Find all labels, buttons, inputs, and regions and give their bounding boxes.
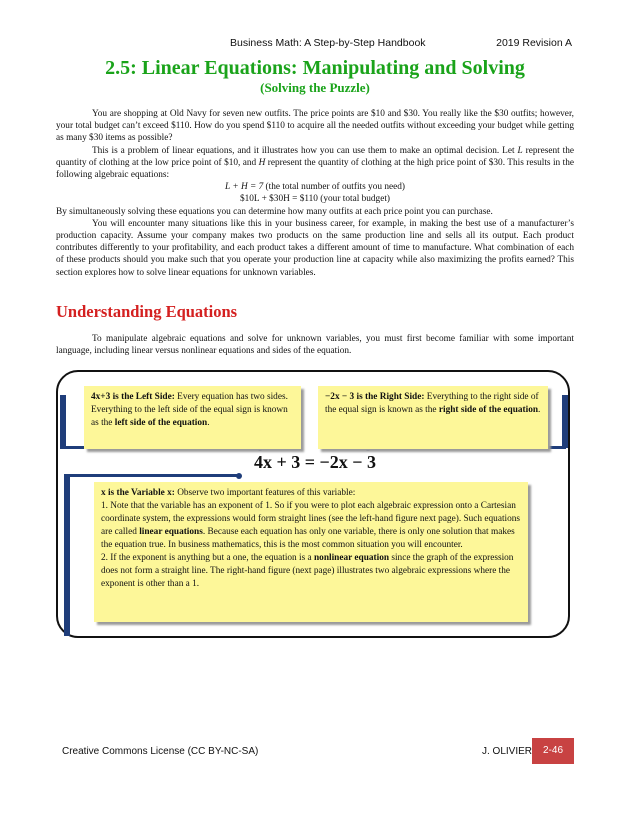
right-bracket xyxy=(562,395,568,448)
page-title: 2.5: Linear Equations: Manipulating and Solving xyxy=(105,57,525,79)
intro-text xyxy=(56,108,574,279)
header-revision: 2019 Revision A xyxy=(496,37,572,49)
footer-author: J. OLIVIER xyxy=(482,746,533,757)
intro-paragraph-2: This is a problem of linear equations, and it illustrates how you can use them to make an optimal decision. Let L represent the quantity of clothing at the low price point of $10, and H represent the quantity of clothing at the high price point of $30. This results in the following algebraic equations: xyxy=(56,145,575,181)
variable-L: L xyxy=(517,145,523,156)
equation-2: $10L + $30H = $110 (your total budget) xyxy=(239,194,391,205)
equation-1: L + H = 7 (the total number of outfits you need) xyxy=(225,182,405,193)
header-book-title: Business Math: A Step-by-Step Handbook xyxy=(230,37,426,49)
variable-connector-dot xyxy=(236,473,242,479)
diagram-equation: 4x + 3 = −2x − 3 xyxy=(253,452,377,472)
footer-license: Creative Commons License (CC BY-NC-SA) xyxy=(62,746,259,757)
left-side-box: 4x+3 is the Left Side: Every equation has two sides. Everything to the left side of the equal sign is known as the left side of the equation. xyxy=(84,386,301,449)
variable-H: H xyxy=(258,157,266,168)
page-subtitle: (Solving the Puzzle) xyxy=(260,80,370,95)
intro-paragraph-1: You are shopping at Old Navy for seven new outfits. The price points are $10 and $30. You really like the $30 outfits; however, your total budget can’t exceed $110. How do you spend $110 to acquire all the needed outfits without exceeding your budget while getting as many $30 items as possible? xyxy=(56,109,574,144)
section-heading: Understanding Equations xyxy=(56,302,238,321)
variable-connector xyxy=(64,474,240,477)
right-side-box: −2x − 3 is the Right Side: Everything to the right side of the equal sign is known as the right side of the equation. xyxy=(318,386,548,449)
page-number: 2-46 xyxy=(532,738,574,764)
section-intro: To manipulate algebraic equations and solve for unknown variables, you must first become familiar with some important language, including linear versus nonlinear equations and sides of the equation. xyxy=(56,334,574,357)
intro-paragraph-4: You will encounter many situations like this in your business career, for example, in making the best use of a manufacturer’s production capacity. Assume your company makes two products on the same production line and sells all its output. Each product contributes differently to your profitability, and each product takes a different amount of time to manufacture. What combination of each of these products should you make such that you operate your production line at capacity while also maximizing the profits earned? This section explores how to solve linear equations for unknown variables. xyxy=(56,218,574,278)
variable-bracket xyxy=(64,474,70,636)
left-bracket xyxy=(60,395,66,448)
intro-paragraph-3: By simultaneously solving these equations you can determine how many outfits at each price point you can purchase. xyxy=(56,206,493,217)
variable-box: x is the Variable x: Observe two important features of this variable: 1. Note that the variable has an exponent of 1. So if you were to plot each algebraic expression onto a Cartesian coordinate system, the expressions would form straight lines (see the left-hand figure next page). Such equations are called linear equations. Because each equation has only one variable, there is only one solution that makes the equation true. In business mathematics, this is the most common situation you will encounter. 2. If the exponent is anything but a one, the equation is a nonlinear equation since the graph of the expression does not form a straight line. The right-hand figure (next page) illustrates two algebraic expressions where the exponent is other than a 1. xyxy=(94,482,528,622)
